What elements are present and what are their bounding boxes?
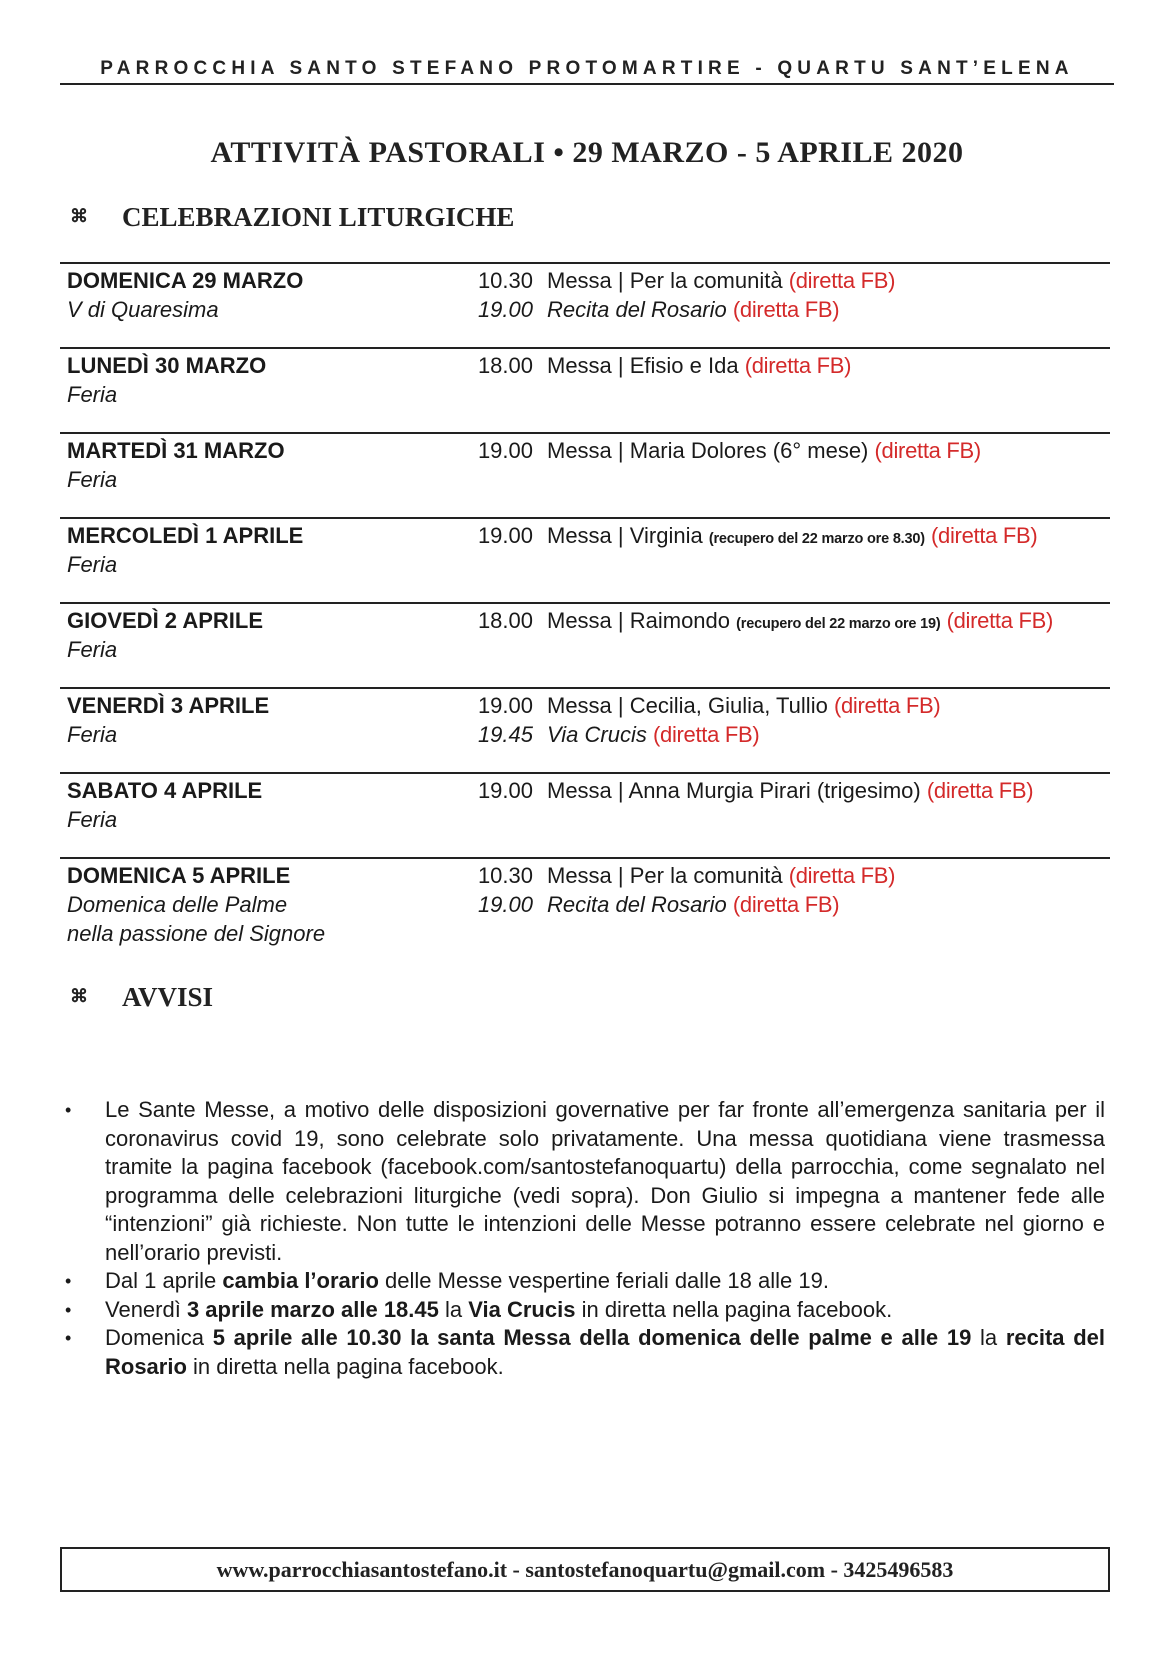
liturgical-day: Feria [67, 637, 118, 662]
footer [60, 1547, 1110, 1592]
live-stream-tag: (diretta FB) [926, 778, 1034, 803]
liturgical-day: Feria [67, 552, 118, 577]
notice-text: Dal 1 aprile [105, 1268, 223, 1293]
liturgical-day: Feria [67, 807, 118, 832]
entry-text: Messa | Raimondo [547, 608, 731, 633]
notice-emphasis: Via Crucis [468, 1296, 576, 1322]
description-cell [547, 776, 1107, 805]
notice-text: Le Sante Messe, a motivo delle disposizioni governative per far fronte all’emergenza sanitaria per il coronavirus covid 19, sono celebrate solo privatamente. Una messa quotidiana viene trasmessa tramite la pagina facebook (facebook.com/santostefanoquartu) della parrocchia, come segnalato nel programma delle celebrazioni liturgiche (vedi sopra). Don Giulio si impegna a mantener fede alle “intenzioni” già richieste. Non tutte le intenzioni delle Messe potranno essere celebrate nel giorno e nell’orario previsti. [105, 1097, 1105, 1265]
notice-item [65, 1267, 1105, 1296]
notice-emphasis: recita del Rosario [105, 1325, 1106, 1379]
section-celebrazioni-heading [70, 202, 514, 233]
time-cell [453, 606, 533, 635]
entry-line [547, 776, 1107, 805]
notice-item [65, 1324, 1105, 1381]
entry-line [547, 861, 1107, 890]
entry-text: Messa | Virginia [547, 523, 703, 548]
header-divider [60, 83, 1114, 85]
description-cell [547, 691, 1107, 749]
notice-text: delle Messe vespertine feriali dalle 18 alle 19. [378, 1268, 829, 1293]
day-cell [67, 521, 457, 579]
entry-line [547, 691, 1107, 720]
entry-note: (recupero del 22 marzo ore 8.30) [708, 531, 925, 547]
day-name: SABATO 4 APRILE [67, 778, 263, 803]
live-stream-tag: (diretta FB) [788, 268, 896, 293]
live-stream-tag: (diretta FB) [931, 523, 1038, 548]
notice-text: la [971, 1325, 1006, 1350]
entry-text: Messa | Cecilia, Giulia, Tullio [547, 693, 828, 718]
day-cell [67, 351, 457, 409]
description-cell [547, 606, 1107, 639]
notices-list [65, 1096, 1105, 1381]
live-stream-tag: (diretta FB) [744, 353, 852, 378]
section-marker-icon: ⌘ [70, 206, 88, 226]
live-stream-tag: (diretta FB) [732, 892, 840, 917]
bullet-icon: • [65, 1271, 72, 1291]
live-stream-tag: (diretta FB) [833, 693, 941, 718]
entry-text: Recita del Rosario [547, 892, 727, 917]
entry-line [547, 266, 1107, 295]
entry-line [547, 890, 1107, 919]
entry-time: 19.00 [477, 438, 533, 463]
day-cell [67, 776, 457, 834]
entry-time: 10.30 [477, 863, 533, 888]
description-cell [547, 861, 1107, 919]
bullet-icon: • [65, 1328, 72, 1348]
notice-item [65, 1296, 1105, 1325]
entry-text: Messa | Per la comunità [547, 268, 783, 293]
section-avvisi-heading [70, 982, 213, 1013]
entry-time: 10.30 [477, 268, 533, 293]
day-cell [67, 606, 457, 664]
parish-header: PARROCCHIA SANTO STEFANO PROTOMARTIRE - QUARTU SANT’ELENA [100, 58, 1074, 79]
liturgical-day: Feria [67, 382, 118, 407]
time-cell [453, 266, 533, 324]
time-cell [453, 776, 533, 805]
entry-time: 19.45 [477, 722, 533, 747]
entry-time: 18.00 [477, 353, 533, 378]
entry-text: Messa | Per la comunità [547, 863, 783, 888]
entry-text: Via Crucis [547, 722, 647, 747]
time-cell [453, 521, 533, 550]
entry-note: (recupero del 22 marzo ore 19) [736, 616, 941, 632]
entry-time: 19.00 [477, 693, 533, 718]
schedule-row [60, 262, 1110, 347]
entry-text: Messa | Efisio e Ida [547, 353, 739, 378]
day-name: DOMENICA 29 MARZO [67, 268, 304, 293]
section-title: AVVISI [122, 982, 214, 1012]
notice-emphasis: cambia l’orario [222, 1268, 379, 1293]
schedule-row [60, 687, 1110, 772]
entry-line [547, 606, 1107, 639]
live-stream-tag: (diretta FB) [874, 438, 981, 463]
liturgical-day: Feria [67, 467, 118, 492]
description-cell [547, 521, 1107, 554]
notice-emphasis: 5 aprile alle 10.30 la santa Messa della domenica delle palme e alle 19 [212, 1325, 972, 1350]
time-cell [453, 351, 533, 380]
liturgical-day: Domenica delle Palme [67, 892, 288, 917]
description-cell [547, 351, 1107, 380]
schedule-table [60, 262, 1110, 969]
bullet-icon: • [65, 1100, 72, 1120]
notice-text: in diretta nella pagina facebook. [186, 1353, 504, 1379]
live-stream-tag: (diretta FB) [946, 608, 1054, 633]
day-name: GIOVEDÌ 2 APRILE [67, 608, 264, 633]
schedule-row [60, 857, 1110, 969]
day-name: MERCOLEDÌ 1 APRILE [67, 523, 304, 548]
day-cell [67, 266, 457, 324]
day-name: DOMENICA 5 APRILE [67, 863, 291, 888]
liturgical-day: nella passione del Signore [67, 921, 326, 946]
entry-line [547, 295, 1107, 324]
day-cell [67, 436, 457, 494]
entry-line [547, 720, 1107, 749]
description-cell [547, 266, 1107, 324]
liturgical-day: V di Quaresima [67, 297, 219, 322]
day-name: MARTEDÌ 31 MARZO [67, 438, 285, 463]
entry-text: Recita del Rosario [547, 297, 727, 322]
description-cell [547, 436, 1107, 465]
schedule-row [60, 347, 1110, 432]
live-stream-tag: (diretta FB) [652, 722, 760, 747]
notice-text: la [438, 1296, 469, 1322]
schedule-row [60, 772, 1110, 857]
time-cell [453, 861, 533, 919]
day-cell [67, 691, 457, 749]
entry-time: 18.00 [477, 608, 533, 633]
entry-text: Messa | Maria Dolores (6° mese) [547, 438, 869, 463]
schedule-row [60, 517, 1110, 602]
section-title: CELEBRAZIONI LITURGICHE [122, 202, 515, 232]
section-marker-icon: ⌘ [70, 986, 88, 1006]
notice-emphasis: 3 aprile marzo alle 18.45 [186, 1296, 439, 1322]
schedule-row [60, 432, 1110, 517]
entry-time: 19.00 [477, 523, 533, 548]
bullet-icon: • [65, 1299, 72, 1320]
notice-text: Domenica [105, 1325, 213, 1350]
entry-time: 19.00 [477, 892, 533, 917]
day-name: LUNEDÌ 30 MARZO [67, 353, 267, 378]
entry-time: 19.00 [477, 297, 533, 322]
entry-line [547, 521, 1107, 554]
live-stream-tag: (diretta FB) [788, 863, 896, 888]
notice-item [65, 1096, 1105, 1267]
time-cell [453, 691, 533, 749]
schedule-row [60, 602, 1110, 687]
footer-contacts: www.parrocchiasantostefano.it - santostefanoquartu@gmail.com - 3425496583 [216, 1557, 954, 1582]
entry-time: 19.00 [477, 778, 533, 803]
notice-text: in diretta nella pagina facebook. [575, 1296, 893, 1322]
notices [65, 1096, 1105, 1381]
live-stream-tag: (diretta FB) [732, 297, 840, 322]
notice-text: Venerdì [105, 1296, 187, 1322]
entry-line [547, 436, 1107, 465]
time-cell [453, 436, 533, 465]
page-title: ATTIVITÀ PASTORALI • 29 MARZO - 5 APRILE 2020 [210, 136, 964, 169]
day-cell [67, 861, 457, 948]
day-name: VENERDÌ 3 APRILE [67, 693, 270, 718]
entry-line [547, 351, 1107, 380]
entry-text: Messa | Anna Murgia Pirari (trigesimo) [547, 778, 921, 803]
liturgical-day: Feria [67, 722, 118, 747]
